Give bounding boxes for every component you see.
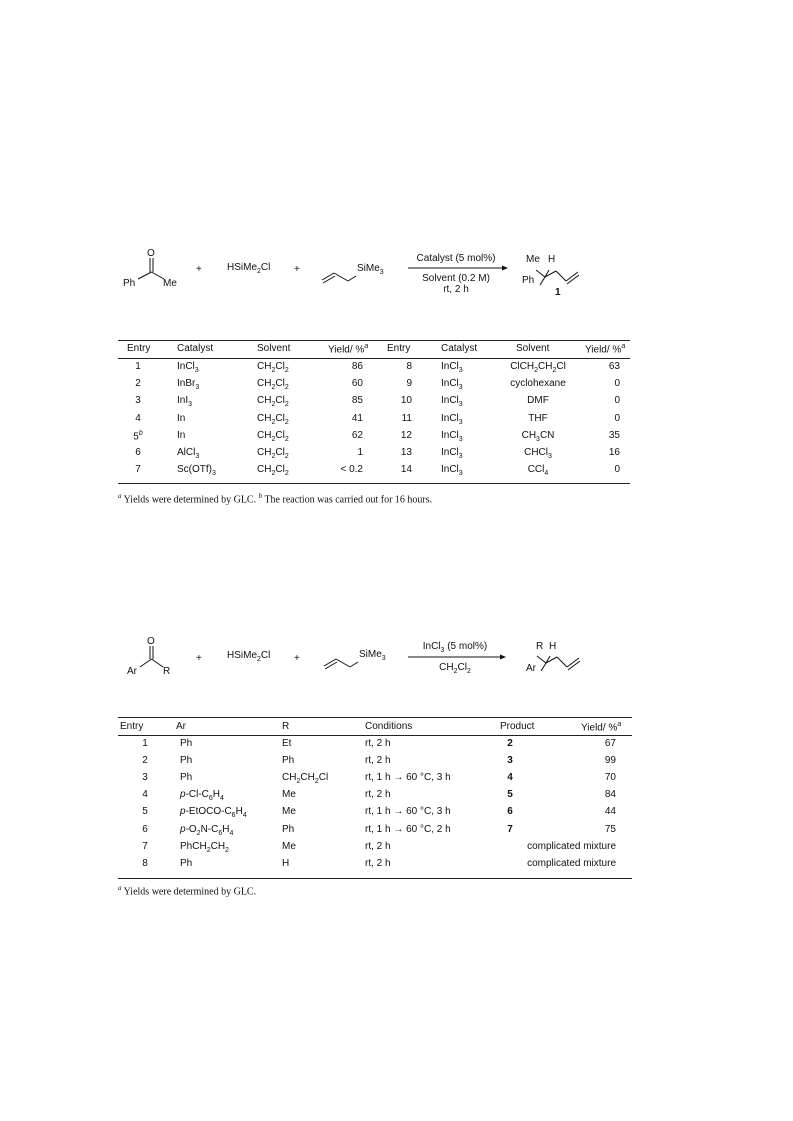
entry-cell: 11 xyxy=(401,412,412,424)
entry-cell: 8 xyxy=(142,857,148,869)
yield-cell: 0 xyxy=(614,395,620,407)
table-row xyxy=(118,824,632,839)
homoallyl-product-structure xyxy=(537,656,580,671)
product-number-1: 1 xyxy=(555,287,561,298)
solvent-cell: CCl$_4$ xyxy=(527,464,549,478)
entry-cell: 7 xyxy=(135,464,141,476)
entry-cell: 8 xyxy=(406,361,412,372)
conditions-cell: rt, 2 h xyxy=(365,857,391,869)
allyl-silyl-label-2: SiMe$_3$ xyxy=(359,649,386,662)
yield-cell: 0 xyxy=(614,412,620,424)
yield-cell: 0 xyxy=(614,464,620,476)
plus-sign-3: + xyxy=(196,653,202,664)
aryl-ketone-o-label: O xyxy=(147,636,155,647)
header-entry: Entry xyxy=(127,343,151,354)
conditions-cell: rt, 2 h xyxy=(365,738,391,749)
entry-cell: 1 xyxy=(135,361,141,372)
product-r-label: R xyxy=(536,641,544,652)
r-group-cell: $CH_2CH_2Cl$ xyxy=(282,772,329,786)
arrow-bottom-label-2: rt, 2 h xyxy=(443,284,469,295)
header-ar: Ar xyxy=(176,721,186,732)
yield-cell: 41 xyxy=(351,412,363,424)
arrow-bottom-label-1: Solvent (0.2 M) xyxy=(422,273,490,284)
product-cell: 7 xyxy=(507,823,513,835)
catalyst-cell: $Sc(OTf)_3$ xyxy=(177,464,216,478)
catalyst-cell: In xyxy=(177,429,186,441)
aryl-cell: Ph xyxy=(180,755,193,767)
entry-cell: 3 xyxy=(135,395,141,407)
conditions-cell: rt, 2 h xyxy=(365,789,391,801)
catalyst-cell: InCl$_3$ xyxy=(441,378,463,392)
aryl-ketone-structure xyxy=(127,636,170,677)
table-row xyxy=(118,841,632,856)
ketone-structure xyxy=(123,248,177,289)
product-ph-label: Ph xyxy=(522,275,535,286)
aryl-cell: Ph xyxy=(180,738,193,749)
ketone-right-label: Me xyxy=(163,278,177,289)
table-row xyxy=(118,395,630,410)
product-me-label: Me xyxy=(526,254,540,265)
yield-cell: 0 xyxy=(614,378,620,390)
aryl-cell: Ph xyxy=(180,857,193,869)
entry-cell: 4 xyxy=(142,789,148,801)
table-row xyxy=(118,755,632,770)
yield-cell: 63 xyxy=(608,361,620,372)
aryl-cell: $p-EtOCO-C_6H_4$ xyxy=(180,806,247,820)
yield-cell: 35 xyxy=(608,429,620,441)
scheme-1-drawing xyxy=(0,0,793,320)
aryl-ketone-right-label: R xyxy=(163,666,171,677)
catalyst-cell: InCl$_3$ xyxy=(441,395,463,409)
yield-cell: 84 xyxy=(604,789,616,801)
table-row xyxy=(118,413,630,428)
conditions-cell: rt, 2 h xyxy=(365,840,391,852)
entry-cell: 2 xyxy=(135,378,141,390)
r-group-cell: Ph xyxy=(282,755,295,767)
header-catalyst-2: Catalyst xyxy=(441,343,478,354)
catalyst-cell: InCl$_3$ xyxy=(441,447,463,460)
entry-cell: 6 xyxy=(135,447,141,458)
solvent-cell: $CH_2Cl_2$ xyxy=(257,412,289,426)
product-cell: 3 xyxy=(507,755,513,767)
entry-cell: 9 xyxy=(406,378,412,390)
solvent-cell: CHCl$_3$ xyxy=(524,447,552,460)
entry-cell: 12 xyxy=(400,429,412,441)
yield-cell: complicated mixture xyxy=(527,857,616,869)
entry-cell: 7 xyxy=(142,840,148,852)
entry-cell: 3 xyxy=(142,772,148,784)
allylsilane-structure-2 xyxy=(324,659,358,669)
product-h-label-2: H xyxy=(549,641,557,652)
header-yield: Yield/ %$^a$ xyxy=(328,343,369,356)
allyl-silyl-label: SiMe$_3$ xyxy=(357,263,384,276)
catalyst-cell: InBr$_3$ xyxy=(177,378,200,392)
table-row xyxy=(118,858,632,873)
ketone-o-label: O xyxy=(147,248,155,259)
r-group-cell: Et xyxy=(282,738,292,749)
entry-cell: 6 xyxy=(142,823,148,835)
product-cell: 5 xyxy=(507,789,513,801)
product-cell: 6 xyxy=(507,806,513,818)
arrow-top-label: Catalyst (5 mol%) xyxy=(416,253,496,264)
conditions-cell: rt, 1 h → 60 °C, 2 h xyxy=(365,823,451,835)
yield-cell: 1 xyxy=(357,447,363,458)
product-cell: 2 xyxy=(507,738,513,749)
header-catalyst: Catalyst xyxy=(177,343,214,354)
aryl-cell: Ph xyxy=(180,772,193,784)
header-conditions: Conditions xyxy=(365,721,413,732)
entry-cell: 2 xyxy=(142,755,148,767)
yield-cell: 85 xyxy=(351,395,363,407)
catalyst-cell: InI$_3$ xyxy=(177,395,193,409)
product-cell: 4 xyxy=(507,772,513,784)
solvent-cell: $CH_2Cl_2$ xyxy=(257,429,289,443)
table-2 xyxy=(118,717,632,882)
header-entry-t2: Entry xyxy=(120,721,144,732)
table-2-footnote: $^a$ Yields were determined by GLC. xyxy=(118,884,257,898)
catalyst-cell: InCl$_3$ xyxy=(441,412,463,426)
silane-reagent-2: HSiMe$_2$Cl xyxy=(227,650,271,663)
catalyst-cell: In xyxy=(177,412,186,424)
table-1-header xyxy=(118,343,630,358)
conditions-cell: rt, 1 h → 60 °C, 3 h xyxy=(365,772,451,784)
yield-cell: 86 xyxy=(351,361,363,372)
yield-cell: 99 xyxy=(604,755,616,767)
entry-cell: 1 xyxy=(142,738,148,749)
solvent-cell: $CH_2Cl_2$ xyxy=(257,378,289,392)
solvent-cell: $CH_2Cl_2$ xyxy=(257,361,289,374)
product-ar-label: Ar xyxy=(526,663,536,674)
solvent-cell: $CH_2Cl_2$ xyxy=(257,447,289,460)
entry-cell: 5$^b$ xyxy=(133,429,143,443)
solvent-cell: $ClCH_2CH_2Cl$ xyxy=(510,361,566,374)
solvent-cell: THF xyxy=(528,412,548,424)
entry-cell: 14 xyxy=(400,464,412,476)
table-row xyxy=(118,378,630,393)
catalyst-cell: InCl$_3$ xyxy=(441,361,463,374)
r-group-cell: H xyxy=(282,857,290,869)
yield-cell: 67 xyxy=(604,738,616,749)
scheme-1 xyxy=(0,0,793,320)
header-solvent: Solvent xyxy=(257,343,291,354)
catalyst-cell: InCl$_3$ xyxy=(177,361,199,374)
yield-cell: 62 xyxy=(351,429,363,441)
table-2-header xyxy=(118,721,632,736)
table-row xyxy=(118,738,632,753)
solvent-cell: $CH_2Cl_2$ xyxy=(257,464,289,478)
silane-reagent: HSiMe$_2$Cl xyxy=(227,262,271,275)
yield-cell: 70 xyxy=(604,772,616,784)
catalyst-cell: AlCl$_3$ xyxy=(177,447,200,460)
solvent-cell: $CH_2Cl_2$ xyxy=(257,395,289,409)
aryl-cell: $PhCH_2CH_2$ xyxy=(180,840,229,854)
plus-sign-2: + xyxy=(294,264,300,275)
entry-cell: 5 xyxy=(142,806,148,818)
plus-sign-4: + xyxy=(294,653,300,664)
yield-cell: 44 xyxy=(604,806,616,818)
arrow-top-label-2: InCl$_3$ (5 mol%) xyxy=(422,641,488,654)
header-yield-t2: Yield/ %$^a$ xyxy=(581,721,622,734)
table-row xyxy=(118,772,632,787)
header-entry-2: Entry xyxy=(387,343,411,354)
r-group-cell: Me xyxy=(282,840,296,852)
yield-cell: 75 xyxy=(604,823,616,835)
entry-cell: 10 xyxy=(400,395,412,407)
yield-cell: < 0.2 xyxy=(340,464,363,476)
header-solvent-2: Solvent xyxy=(516,343,550,354)
yield-cell: 60 xyxy=(351,378,363,390)
yield-cell: complicated mixture xyxy=(527,840,616,852)
r-group-cell: Me xyxy=(282,806,296,818)
scheme-2 xyxy=(0,600,793,700)
catalyst-cell: InCl$_3$ xyxy=(441,464,463,478)
catalyst-cell: InCl$_3$ xyxy=(441,429,463,443)
table-row xyxy=(118,789,632,804)
aryl-cell: $p-Cl-C_6H_4$ xyxy=(180,789,224,803)
solvent-cell: $CH_3CN$ xyxy=(521,429,555,443)
scheme-2-drawing xyxy=(0,600,793,700)
conditions-cell: rt, 1 h → 60 °C, 3 h xyxy=(365,806,451,818)
table-1-footnote: $^a$ Yields were determined by GLC. $^b$ The reaction was carried out for 16 hours. xyxy=(118,492,433,506)
product-1-structure xyxy=(536,270,579,285)
r-group-cell: Me xyxy=(282,789,296,801)
ketone-left-label: Ph xyxy=(123,278,136,289)
table-1 xyxy=(118,340,630,490)
table-row xyxy=(118,447,630,462)
conditions-cell: rt, 2 h xyxy=(365,755,391,767)
solvent-cell: cyclohexane xyxy=(510,378,566,390)
header-yield-2: Yield/ %$^a$ xyxy=(585,343,626,356)
aryl-cell: $p-O_2N-C_6H_4$ xyxy=(180,823,234,837)
header-r: R xyxy=(282,721,290,732)
header-product: Product xyxy=(500,721,535,732)
r-group-cell: Ph xyxy=(282,823,295,835)
aryl-ketone-left-label: Ar xyxy=(127,666,137,677)
allylsilane-structure xyxy=(322,273,356,283)
table-row xyxy=(118,806,632,821)
product-h-label: H xyxy=(548,254,556,265)
table-row xyxy=(118,464,630,479)
entry-cell: 4 xyxy=(135,412,141,424)
yield-cell: 16 xyxy=(608,447,620,458)
table-row xyxy=(118,430,630,445)
arrow-bottom-label-3: $CH_2Cl_2$ xyxy=(439,662,471,675)
entry-cell: 13 xyxy=(400,447,412,458)
plus-sign-1: + xyxy=(196,264,202,275)
table-row xyxy=(118,361,630,376)
solvent-cell: DMF xyxy=(527,395,549,407)
